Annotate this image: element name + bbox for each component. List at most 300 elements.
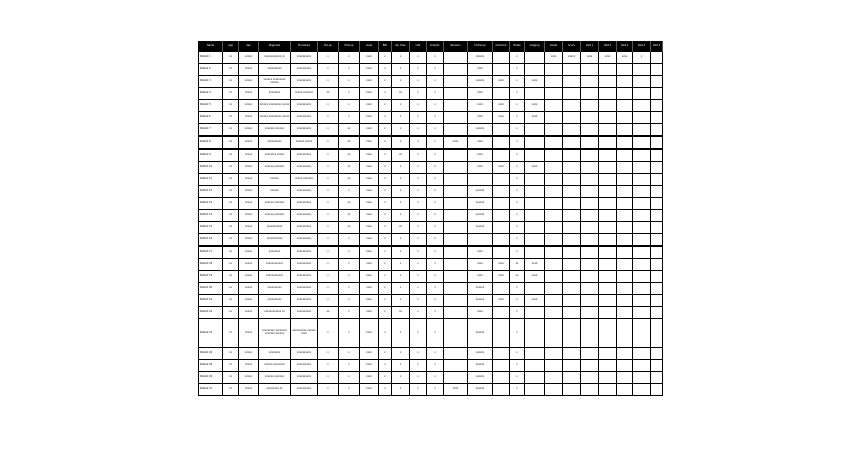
table-cell [563, 149, 581, 162]
table-cell: x [427, 124, 444, 137]
table-cell [444, 186, 468, 198]
table-cell: x [427, 259, 444, 271]
table-row [199, 222, 663, 234]
table-cell [493, 210, 510, 222]
table-cell: x [427, 283, 444, 295]
table-cell [545, 348, 563, 360]
table-cell: xxxx [525, 271, 545, 283]
table-row [199, 360, 663, 372]
table-cell: xxxx [360, 210, 379, 222]
table-cell [545, 112, 563, 124]
table-cell: x [427, 88, 444, 100]
table-cell: xxxxxxxxxx [259, 136, 291, 149]
table-cell [493, 64, 510, 76]
table-cell: xxxxxxxx [259, 348, 291, 360]
table-cell [633, 372, 651, 384]
table-cell: x [410, 222, 427, 234]
table-cell: x [318, 149, 339, 162]
table-cell: xx [223, 307, 239, 319]
table-row [199, 174, 663, 186]
table-cell [545, 283, 563, 295]
table-cell: xx [510, 259, 525, 271]
table-cell [444, 246, 468, 259]
table-row [199, 348, 663, 360]
table-cell [545, 198, 563, 210]
table-cell [617, 136, 633, 149]
table-cell: xxxxxxxxx xxxxxxxx xxxxxxx xxxxxx [259, 319, 291, 348]
table-cell [563, 307, 581, 319]
table-cell [581, 372, 599, 384]
table-cell: x [410, 246, 427, 259]
table-cell: xxxx [360, 52, 379, 64]
table-cell: xxxx [360, 64, 379, 76]
table-cell [444, 88, 468, 100]
table-cell [599, 64, 617, 76]
table-cell: xxxx [493, 76, 510, 88]
table-cell: x [510, 295, 525, 307]
table-cell [563, 295, 581, 307]
table-cell: x [410, 136, 427, 149]
table-cell: x [318, 348, 339, 360]
table-cell [468, 234, 493, 247]
table-cell: x [427, 307, 444, 319]
table-cell [563, 88, 581, 100]
table-cell: xxxxx [239, 174, 259, 186]
table-cell [563, 360, 581, 372]
column-header: Notes [510, 42, 525, 52]
table-cell: xxxx [360, 88, 379, 100]
table-row [199, 88, 663, 100]
table-cell [545, 149, 563, 162]
table-cell: xxxxxxxxxx [291, 372, 318, 384]
table-cell: x [392, 360, 410, 372]
table-cell [651, 52, 663, 64]
column-header: LOS [410, 42, 427, 52]
table-cell: x [379, 124, 392, 137]
table-cell [581, 234, 599, 247]
table-cell: x [510, 222, 525, 234]
table-cell [581, 259, 599, 271]
table-cell: xx [223, 210, 239, 222]
table-cell: x [510, 234, 525, 247]
table-cell: x [339, 64, 360, 76]
table-cell [633, 307, 651, 319]
table-cell [651, 372, 663, 384]
table-cell: x [318, 372, 339, 384]
table-cell [525, 360, 545, 372]
table-cell: x [410, 186, 427, 198]
table-cell: xxxx [468, 307, 493, 319]
table-cell: x [339, 100, 360, 112]
table-cell [617, 348, 633, 360]
table-cell: xxxxxx [259, 186, 291, 198]
table-cell [617, 112, 633, 124]
table-cell [651, 307, 663, 319]
table-cell [493, 384, 510, 396]
table-cell: xxxx [468, 64, 493, 76]
table-cell: xxxxx xxxxxxx [291, 88, 318, 100]
table-cell [633, 210, 651, 222]
table-cell [581, 198, 599, 210]
table-cell [525, 222, 545, 234]
table-cell: x [379, 348, 392, 360]
table-cell [633, 174, 651, 186]
table-cell: x [318, 198, 339, 210]
table-cell: xxxx [525, 100, 545, 112]
table-cell: xx [223, 174, 239, 186]
table-cell: x [410, 372, 427, 384]
table-cell [633, 198, 651, 210]
table-cell [525, 384, 545, 396]
column-header: EBL [379, 42, 392, 52]
table-cell: xxxxxxxx [259, 246, 291, 259]
table-cell: xx [510, 271, 525, 283]
table-row [199, 100, 663, 112]
table-cell [617, 372, 633, 384]
table-cell [651, 210, 663, 222]
table-cell: x [410, 384, 427, 396]
table-cell: x [392, 198, 410, 210]
table-cell: xxxx [444, 136, 468, 149]
table-cell [581, 319, 599, 348]
table-cell: x [427, 246, 444, 259]
table-cell [545, 234, 563, 247]
table-cell: xxxx [360, 136, 379, 149]
table-cell [493, 88, 510, 100]
table-cell: xxxxxx [468, 384, 493, 396]
table-cell: xxxx [525, 295, 545, 307]
table-cell: x [379, 174, 392, 186]
table-cell [651, 136, 663, 149]
table-cell [563, 174, 581, 186]
table-cell: x [379, 64, 392, 76]
table-cell: x [339, 307, 360, 319]
table-cell: Patient 3 [199, 76, 223, 88]
table-cell [581, 76, 599, 88]
table-cell [563, 259, 581, 271]
table-cell [525, 88, 545, 100]
table-cell: x [427, 348, 444, 360]
table-cell: x [410, 307, 427, 319]
table-cell: x [427, 319, 444, 348]
table-cell: xx [392, 222, 410, 234]
table-cell: xxxxx [239, 259, 259, 271]
table-cell [545, 100, 563, 112]
table-row [199, 319, 663, 348]
table-row [199, 372, 663, 384]
table-cell: x [318, 360, 339, 372]
table-cell: xxxxx [239, 271, 259, 283]
table-cell [599, 319, 617, 348]
table-cell: x [410, 174, 427, 186]
table-cell: xxxxx [239, 88, 259, 100]
table-cell [444, 124, 468, 137]
table-cell [581, 100, 599, 112]
table-cell: xxxxxxxxxx [291, 149, 318, 162]
table-cell [444, 319, 468, 348]
table-cell: xxxxxx xxxxxxx [259, 372, 291, 384]
table-cell [633, 76, 651, 88]
table-row [199, 149, 663, 162]
table-cell [599, 246, 617, 259]
table-cell: x [339, 384, 360, 396]
table-cell: xxxx [468, 149, 493, 162]
table-cell [651, 112, 663, 124]
table-cell: xxxxxx [468, 52, 493, 64]
table-cell: Patient 22 [199, 307, 223, 319]
table-row [199, 136, 663, 149]
column-header: Post-op [339, 42, 360, 52]
table-cell [651, 348, 663, 360]
table-cell: x [379, 384, 392, 396]
table-cell: x [427, 384, 444, 396]
table-row [199, 162, 663, 174]
table-cell: xxxxxx [468, 124, 493, 137]
table-cell: Patient 24 [199, 348, 223, 360]
table-cell: x [427, 76, 444, 88]
table-cell [444, 283, 468, 295]
table-row [199, 307, 663, 319]
table-cell [581, 307, 599, 319]
table-cell [581, 348, 599, 360]
table-cell [444, 210, 468, 222]
table-cell: Patient 19 [199, 271, 223, 283]
table-cell [444, 360, 468, 372]
table-cell: xxxxxxxx [259, 88, 291, 100]
table-cell [563, 319, 581, 348]
table-cell: xx [223, 372, 239, 384]
column-header: Visit 3 [617, 42, 633, 52]
table-cell [651, 76, 663, 88]
table-cell: xxxx [360, 198, 379, 210]
table-cell [545, 222, 563, 234]
table-cell [525, 64, 545, 76]
table-cell: x [510, 88, 525, 100]
table-cell: xxxxxx [468, 198, 493, 210]
table-cell: x [318, 76, 339, 88]
table-cell: x [379, 186, 392, 198]
table-cell [581, 64, 599, 76]
table-cell [563, 112, 581, 124]
table-cell: x [427, 149, 444, 162]
table-cell: x [410, 124, 427, 137]
table-cell: xxxxx [239, 360, 259, 372]
table-cell: xx [339, 198, 360, 210]
table-cell: x [410, 88, 427, 100]
table-cell: xx [223, 360, 239, 372]
table-cell [651, 246, 663, 259]
table-cell: x [410, 64, 427, 76]
table-row [199, 246, 663, 259]
table-cell: xxxxx [239, 384, 259, 396]
table-cell: xxxxxxxxxx [291, 100, 318, 112]
table-cell: x [427, 222, 444, 234]
table-cell [617, 222, 633, 234]
table-cell [651, 222, 663, 234]
column-header: Visit 5 [651, 42, 663, 52]
table-cell: xx [223, 259, 239, 271]
table-cell: x [379, 198, 392, 210]
table-cell: xx [392, 88, 410, 100]
table-cell: x [410, 100, 427, 112]
table-cell: x [427, 271, 444, 283]
table-cell [545, 64, 563, 76]
table-cell: x [510, 319, 525, 348]
table-cell [444, 174, 468, 186]
table-cell: x [318, 64, 339, 76]
table-cell: xxxxx [239, 162, 259, 174]
table-cell: x [410, 52, 427, 64]
table-cell: xx [223, 222, 239, 234]
table-cell [493, 372, 510, 384]
table-cell: xxxxxxxxxxxx [259, 259, 291, 271]
table-cell: x [410, 198, 427, 210]
table-cell: xx [223, 149, 239, 162]
table-cell: xxxxxxxxxx [291, 295, 318, 307]
table-cell: xx [223, 162, 239, 174]
table-cell [525, 186, 545, 198]
column-header: Pre-op [318, 42, 339, 52]
table-cell: x [392, 283, 410, 295]
table-cell: x [339, 360, 360, 372]
table-cell [563, 198, 581, 210]
table-cell [599, 295, 617, 307]
table-cell [599, 372, 617, 384]
table-cell: xxxxx [239, 222, 259, 234]
table-cell: x [318, 210, 339, 222]
table-cell [599, 174, 617, 186]
table-cell [617, 64, 633, 76]
table-cell: xxxx [525, 162, 545, 174]
table-cell [581, 283, 599, 295]
table-cell: xxxx [468, 259, 493, 271]
table-cell: xx [339, 124, 360, 137]
table-cell [563, 222, 581, 234]
table-cell [563, 246, 581, 259]
table-cell: xxxxxxxxxxxx xx [259, 52, 291, 64]
table-cell: xxxxxxxxxx [291, 384, 318, 396]
table-cell: xx [318, 307, 339, 319]
table-cell: x [379, 210, 392, 222]
table-cell [633, 222, 651, 234]
table-cell [493, 319, 510, 348]
table-cell [563, 348, 581, 360]
table-cell: x [410, 149, 427, 162]
table-cell: x [427, 360, 444, 372]
table-cell: x [410, 283, 427, 295]
table-cell [444, 52, 468, 64]
table-cell: xxxxx [239, 198, 259, 210]
table-cell: x [410, 295, 427, 307]
table-cell [581, 271, 599, 283]
table-cell [617, 234, 633, 247]
table-cell [599, 162, 617, 174]
table-cell [525, 283, 545, 295]
table-cell: xx [223, 186, 239, 198]
table-cell [581, 246, 599, 259]
table-cell [633, 295, 651, 307]
table-cell: x [318, 162, 339, 174]
table-cell: Patient 12 [199, 186, 223, 198]
table-cell: x [392, 174, 410, 186]
table-cell [493, 307, 510, 319]
table-cell: xx [223, 100, 239, 112]
table-cell: xxxxxxxxxx xxxxxx xxxx [291, 319, 318, 348]
table-cell: x [318, 234, 339, 247]
table-cell: xxxx [525, 112, 545, 124]
table-cell [563, 186, 581, 198]
table-cell: xxxx [360, 186, 379, 198]
table-cell: xxxx [360, 271, 379, 283]
table-cell [525, 372, 545, 384]
table-cell [617, 246, 633, 259]
table-cell: xxxx [360, 76, 379, 88]
table-cell: xx [339, 174, 360, 186]
table-cell: x [427, 162, 444, 174]
table-cell: x [427, 100, 444, 112]
table-cell: xxxxxxxxxx [291, 76, 318, 88]
table-cell [617, 174, 633, 186]
table-cell: x [510, 348, 525, 360]
table-cell: x [379, 246, 392, 259]
table-cell: x [379, 295, 392, 307]
table-cell [651, 198, 663, 210]
table-cell [617, 384, 633, 396]
table-cell [525, 307, 545, 319]
table-cell: xxxx [493, 162, 510, 174]
column-header: Level [360, 42, 379, 52]
table-cell: xxxxxxx xxxxxx [259, 124, 291, 137]
table-cell [444, 64, 468, 76]
table-cell: x [633, 52, 651, 64]
table-cell: xxxxxxxxxx [259, 64, 291, 76]
table-cell [545, 76, 563, 88]
table-cell [545, 124, 563, 137]
table-cell [581, 149, 599, 162]
table-cell [444, 162, 468, 174]
table-cell: xx [223, 234, 239, 247]
column-header: Imaging [525, 42, 545, 52]
table-cell: x [392, 295, 410, 307]
table-row [199, 283, 663, 295]
table-cell [651, 149, 663, 162]
table-cell: xxxxx [239, 76, 259, 88]
table-cell [493, 246, 510, 259]
table-cell: xxxx [360, 222, 379, 234]
table-cell [633, 124, 651, 137]
table-cell: xxxx [360, 372, 379, 384]
table-cell [651, 162, 663, 174]
table-cell: xxxxxxxxxx [291, 271, 318, 283]
table-cell: xxxx [360, 360, 379, 372]
table-cell: x [339, 186, 360, 198]
table-cell [444, 372, 468, 384]
table-cell: x [510, 100, 525, 112]
table-cell [633, 162, 651, 174]
table-cell: xxxxx [239, 246, 259, 259]
table-cell: xxxxxxxxxx [291, 222, 318, 234]
table-cell [525, 149, 545, 162]
table-cell [563, 76, 581, 88]
table-cell: xxxxxxxxxx [291, 198, 318, 210]
table-cell [545, 307, 563, 319]
table-cell: xxxx [360, 234, 379, 247]
table-cell: x [427, 186, 444, 198]
table-cell [651, 384, 663, 396]
table-cell [493, 149, 510, 162]
table-cell: x [392, 186, 410, 198]
table-cell: xxxxxxxxxx [291, 52, 318, 64]
